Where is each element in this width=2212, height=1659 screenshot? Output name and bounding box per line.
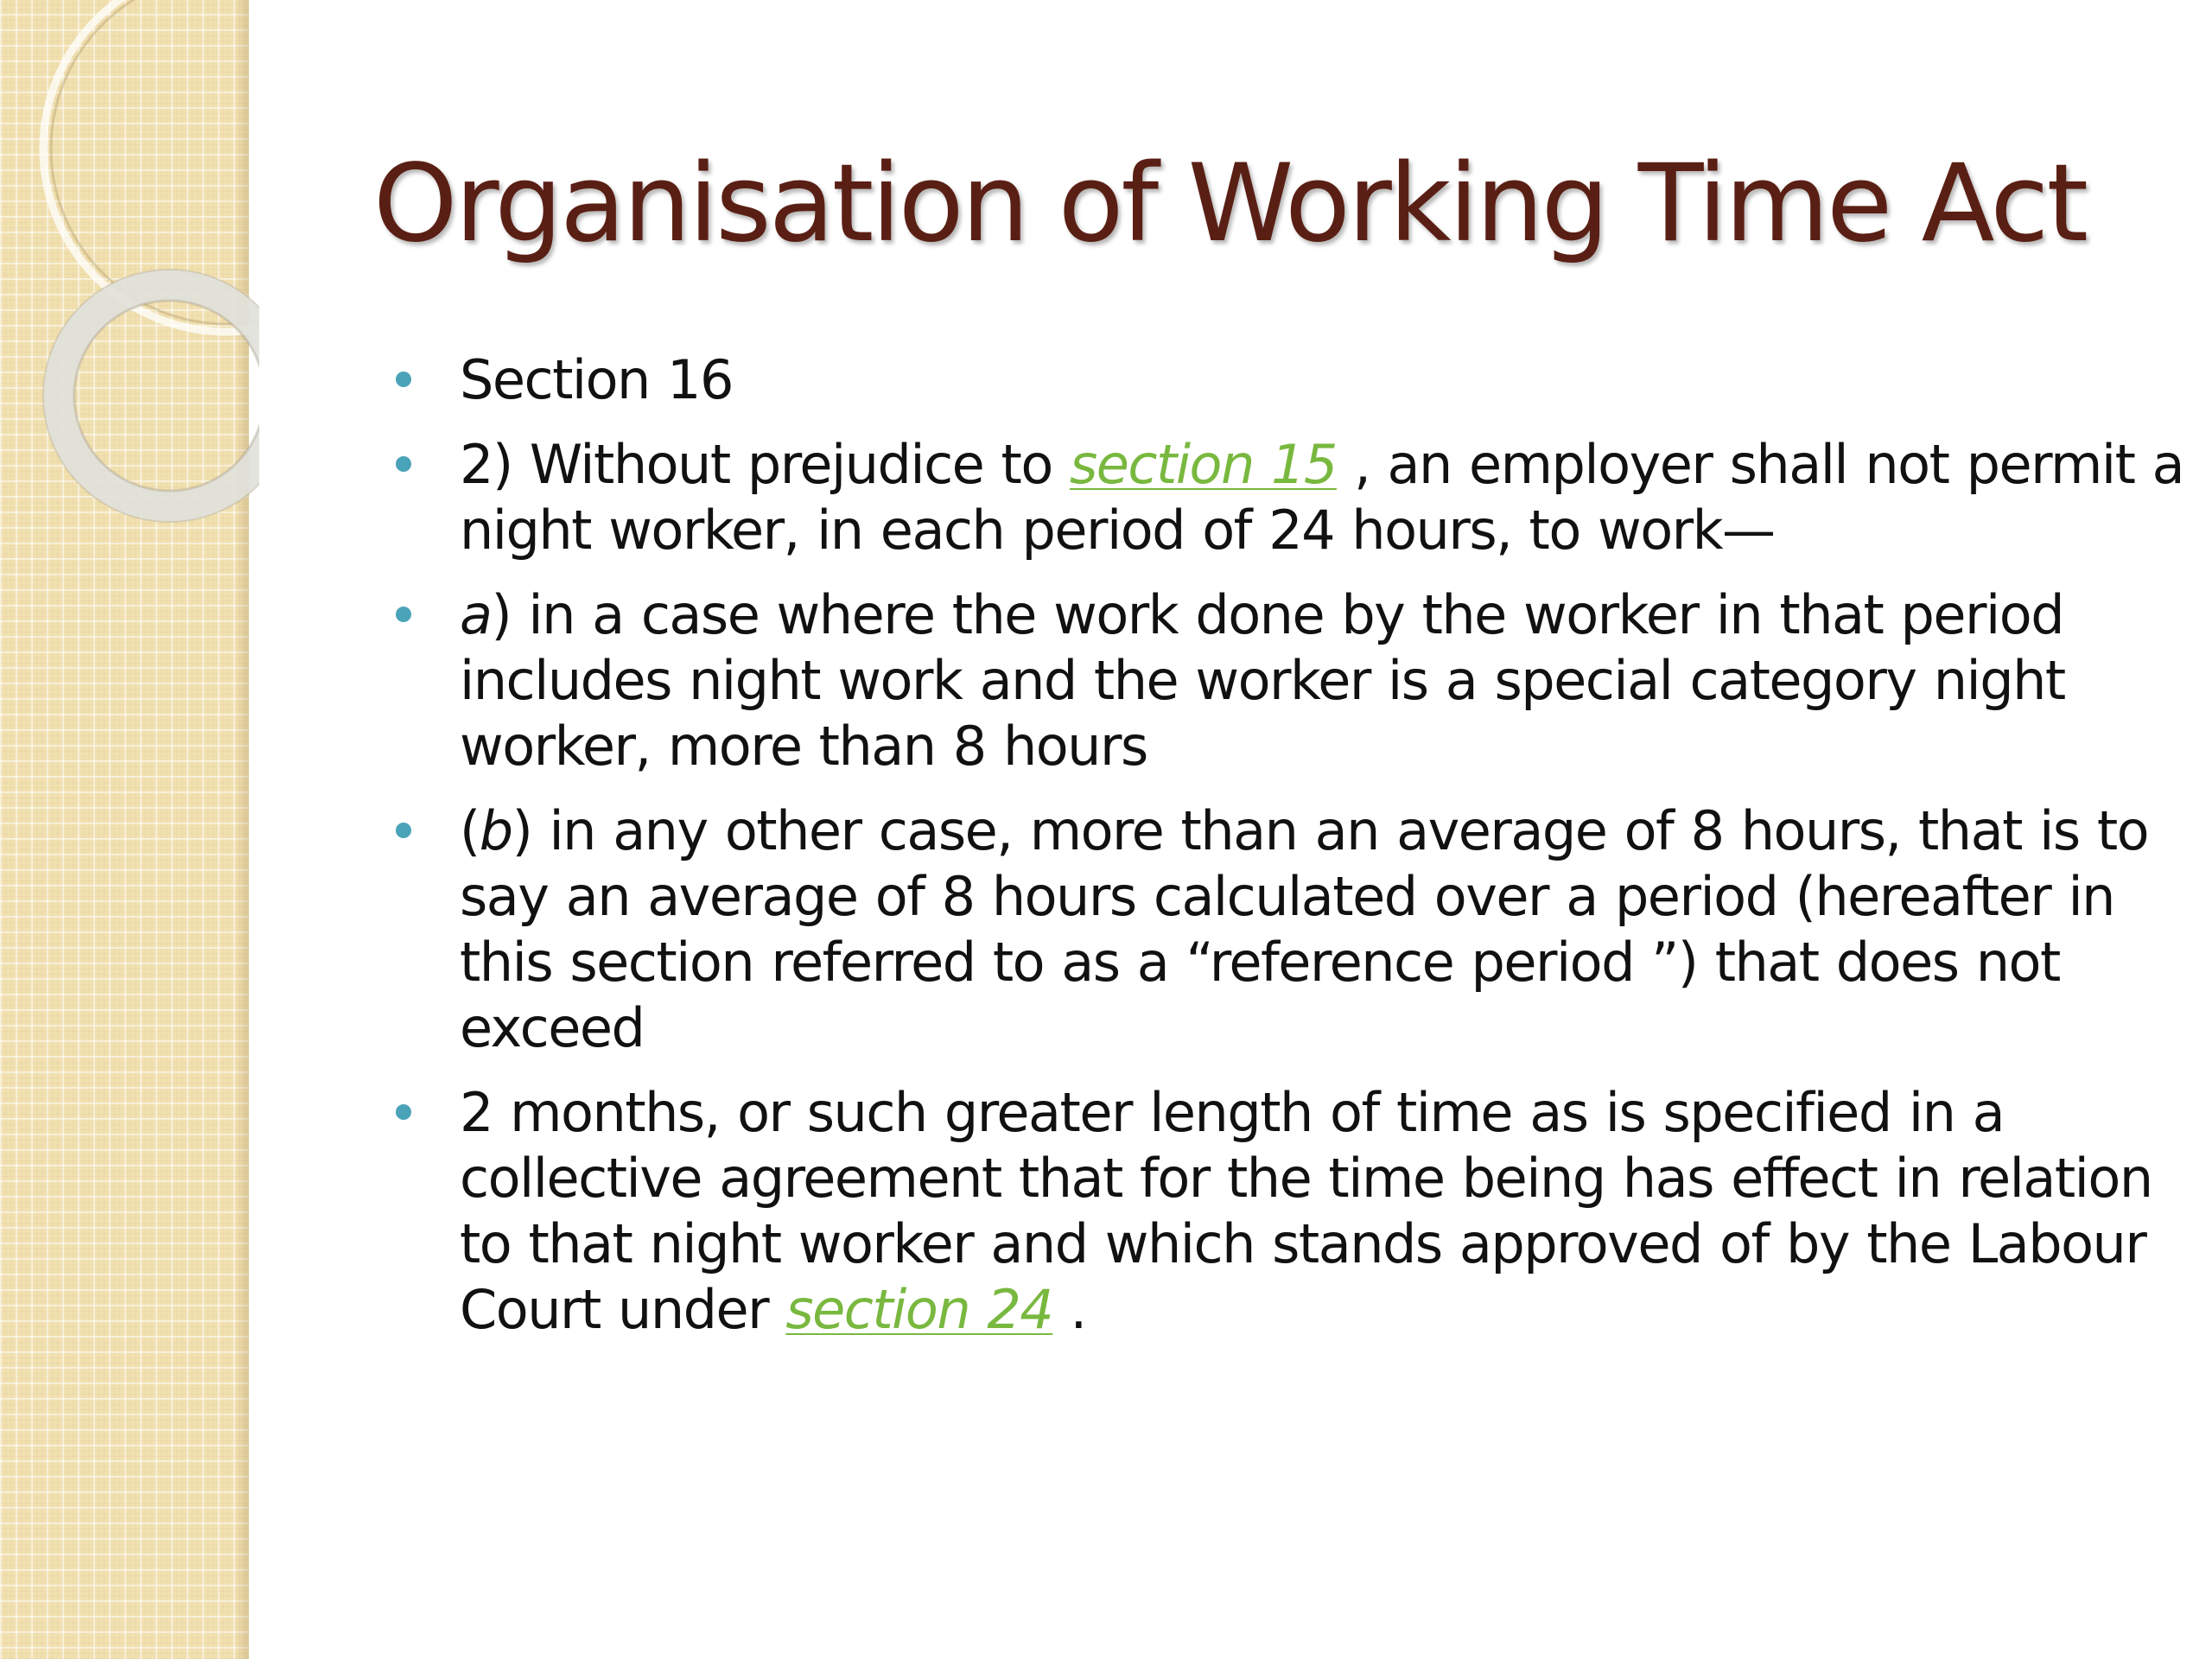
- bullet-dot-icon: [396, 372, 411, 387]
- bullet-list: [384, 347, 2198, 1362]
- section-24-link[interactable]: section 24: [785, 1278, 1053, 1341]
- bullet-dot-icon: [396, 456, 411, 472]
- bullet-text-prefix: (: [460, 799, 480, 862]
- bullet-item-section-16: [384, 347, 2198, 413]
- bullet-dot-icon: [396, 1104, 411, 1120]
- bullet-text-after-link: , an employer shall not permit a night worker, in each period of 24 hours, to work—: [460, 433, 2184, 562]
- paragraph-label-b: b: [479, 799, 512, 862]
- bullet-text: ) in a case where the work done by the worker in that period includes night work and the worker is a special category night worker, more than 8 hours: [460, 583, 2065, 778]
- bullet-item-subsection-2: [384, 432, 2198, 563]
- section-15-link[interactable]: section 15: [1069, 433, 1337, 496]
- bullet-item-reference-period: [384, 1080, 2198, 1343]
- page-title: Organisation of Working Time Act: [373, 142, 2087, 266]
- bullet-text: ) in any other case, more than an average of 8 hours, that is to say an average of 8 hours calculated over a period (hereafter in this section referred to as a “reference period ”) that does not exceed: [460, 799, 2149, 1059]
- bullet-item-paragraph-b: [384, 798, 2198, 1061]
- paragraph-label-a: a: [460, 583, 492, 646]
- bullet-dot-icon: [396, 823, 411, 838]
- decorative-rings: [0, 0, 259, 553]
- bullet-text: Section 16: [460, 348, 733, 411]
- bullet-text-before-link: 2 months, or such greater length of time as is specified in a collective agreement that for the time being has effect in relation to that night worker and which stands approved of by the Labour Court under: [460, 1081, 2152, 1341]
- bullet-item-paragraph-a: [384, 582, 2198, 779]
- bullet-text-before-link: 2) Without prejudice to: [460, 433, 1070, 496]
- bullet-text-after-link: .: [1052, 1278, 1086, 1341]
- bullet-dot-icon: [396, 607, 411, 622]
